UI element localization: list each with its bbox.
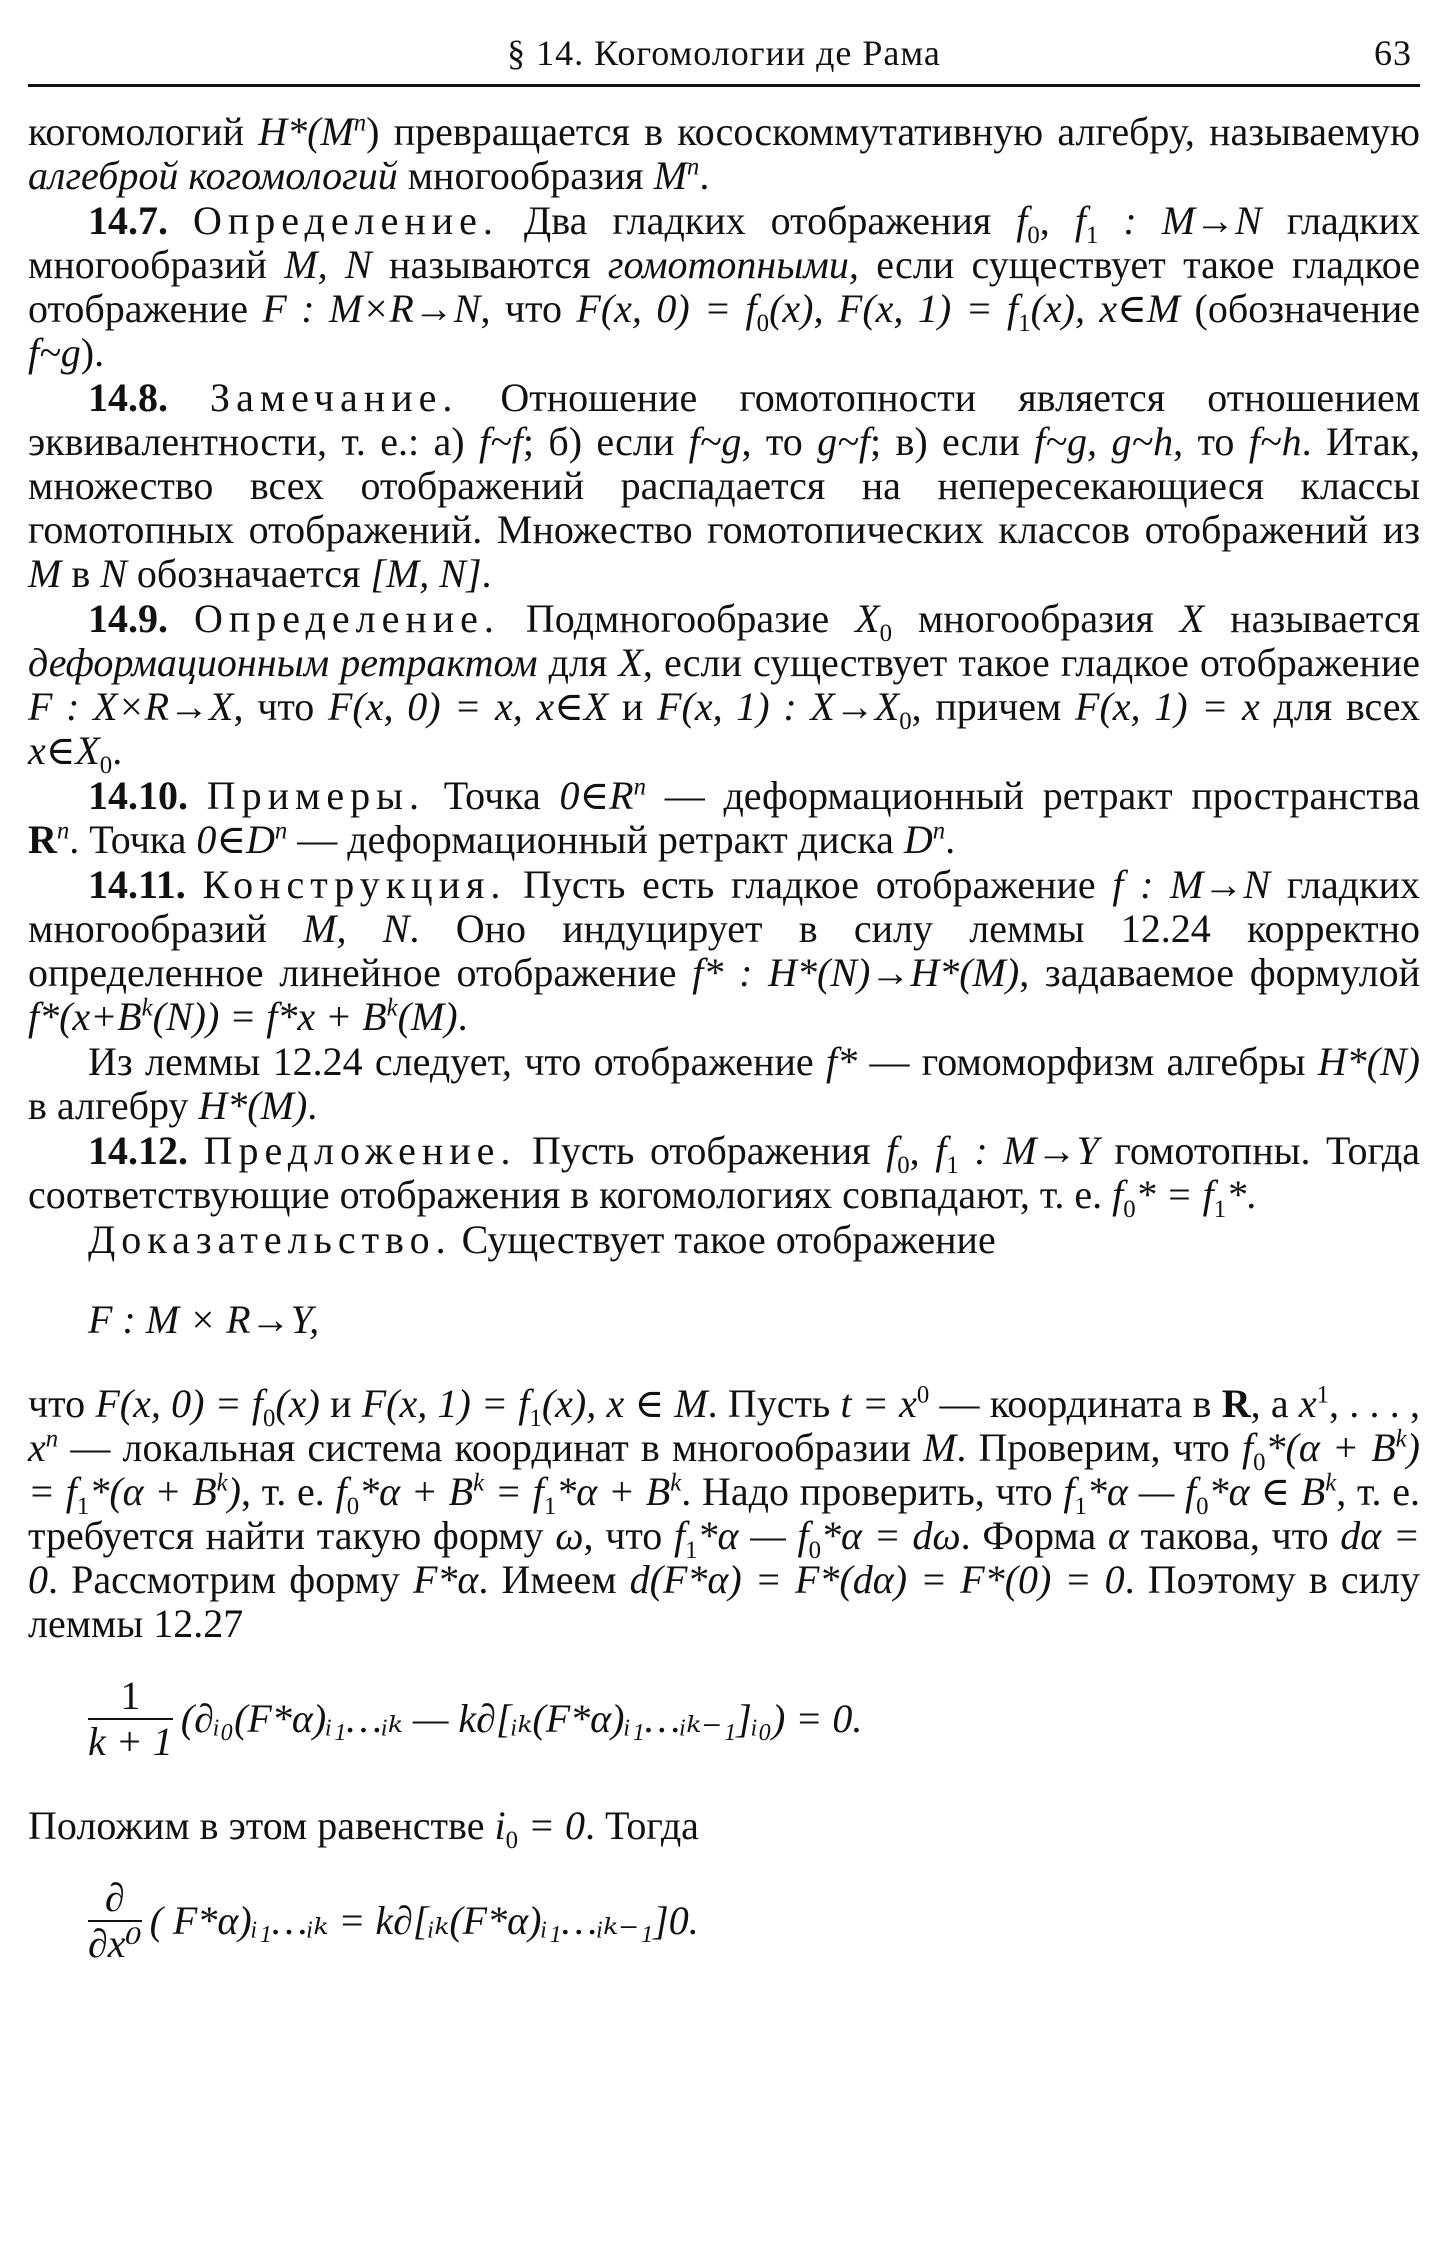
construction-14-11: 14.11. Конструкция. Пусть есть гладкое отображение f : M→N гладких многообразий M, N. Оно индуцирует в силу леммы 12.24 корректно определенное линейное отображение f* : H*(N)→H*(M), задаваемое формулой $f*(x+B^k(N)) = f*x + B^k(M)$. — [28, 862, 1420, 1039]
proof-start: Доказательство. Существует такое отображение — [88, 1217, 996, 1262]
paragraph-homomorphism: Из леммы 12.24 следует, что отображение f* — гомоморфизм алгебры H*(N) в алгебру H*(M). — [28, 1039, 1420, 1128]
proposition-14-12: 14.12. Предложение. Пусть отображения $f_0$, $f_1$ : M→Y гомотопны. Тогда соответствующие отображения в когомологиях совпадают, т. е. $f_0* = f_1*$. — [28, 1128, 1421, 1223]
running-title: § 14. Когомологии де Рама — [507, 33, 941, 73]
book-page — [28, 0, 1420, 2244]
examples-14-10: 14.10. Примеры. Точка $0\in R^n$ — деформационный ретракт пространства $R^n$. Точка $0\in D^n$ — деформационный ретракт диска $D^n$. — [28, 773, 1421, 862]
fraction-1-over-k-plus-1: $\frac{1}{k + 1}$ — [88, 1673, 173, 1764]
paragraph-set-i0: Положим в этом равенстве $i_0 = 0$. Тогда — [28, 1803, 699, 1854]
equation-derivative — [28, 1876, 1420, 1976]
paragraph-continuation: когомологий $H*(M^n)$ превращается в кососкоммутативную алгебру, называемую алгеброй когомологий многообразия $M^n$. — [28, 109, 1421, 198]
remark-14-8: 14.8. Замечание. Отношение гомотопности является отношением эквивалентности, т. е.: а) f~f; б) если f~g, то g~f; в) если f~g, g~h, то f~h. Итак, множество всех отображений распадается на непересекающиеся классы гомотопных отображений. Множество гомотопических классов отображений из M в N обозначается [M, N]. — [28, 375, 1421, 596]
page-body — [28, 110, 1420, 2006]
equation-1-rhs: (∂ᵢ₀(F*α)ᵢ₁…ᵢₖ — k∂[ᵢₖ(F*α)ᵢ₁…ᵢₖ₋₁]ᵢ₀) = 0. — [180, 1696, 863, 1741]
fraction-d-over-dx0: $\frac{\partial}{\text{∂x⁰}}$ — [88, 1875, 142, 1966]
definition-14-7: 14.7. Определение. Два гладких отображения $f_0$, $f_1$ : M→N гладких многообразий M, N называются гомотопными, если существует такое гладкое отображение F : M×R→N, что F(x, $0) = f_0(x)$, F(x, $1) = f_1(x)$, x∈M (обозначение f~g). — [28, 198, 1421, 375]
running-header — [28, 24, 1420, 76]
header-rule — [28, 84, 1420, 87]
page-number: 63 — [1374, 33, 1412, 73]
definition-14-9: 14.9. Определение. Подмногообразие $X_0$ многообразия X называется деформационным ретрактом для X, если существует такое гладкое отображение F : X×R→X, что F(x, 0) = x, x∈X и F(x, 1) : $X\to X_0$, причем F(x, 1) = x для всех $x\in X_0$. — [28, 596, 1421, 779]
equation-lemma-12-27 — [28, 1674, 1420, 1774]
formula-map-F: F : M × R→Y, — [88, 1297, 320, 1342]
equation-2-rhs: ( F*α)ᵢ₁…ᵢₖ = k∂[ᵢₖ(F*α)ᵢ₁…ᵢₖ₋₁]0. — [149, 1898, 699, 1943]
proof-paragraph: что F(x, $0) = f_0(x)$ и F(x, $1) = f_1(x)$, x ∈ M. Пусть $t = x^0$ — координата в R, а $x^1$, . . . , $x^n$ — локальная система координат в многообразии M. Проверим, что $f_0*(\alpha + B^k) = f_1*(\alpha + B^k)$, т. е. $f_0*\alpha + B^k = f_1*\alpha + B^k$. Надо проверить, что $f_1*\alpha$ — $f_0*\alpha$ ∈ $B^k$, т. е. требуется найти такую форму ω, что $f_1*\alpha$ — $f_0*\alpha = d\omega$. Форма α такова, что dα = 0. Рассмотрим форму F*α. Имеем d(F*α) = F*(dα) = F*(0) = 0. Поэтому в силу леммы 12.27 — [28, 1381, 1421, 1646]
